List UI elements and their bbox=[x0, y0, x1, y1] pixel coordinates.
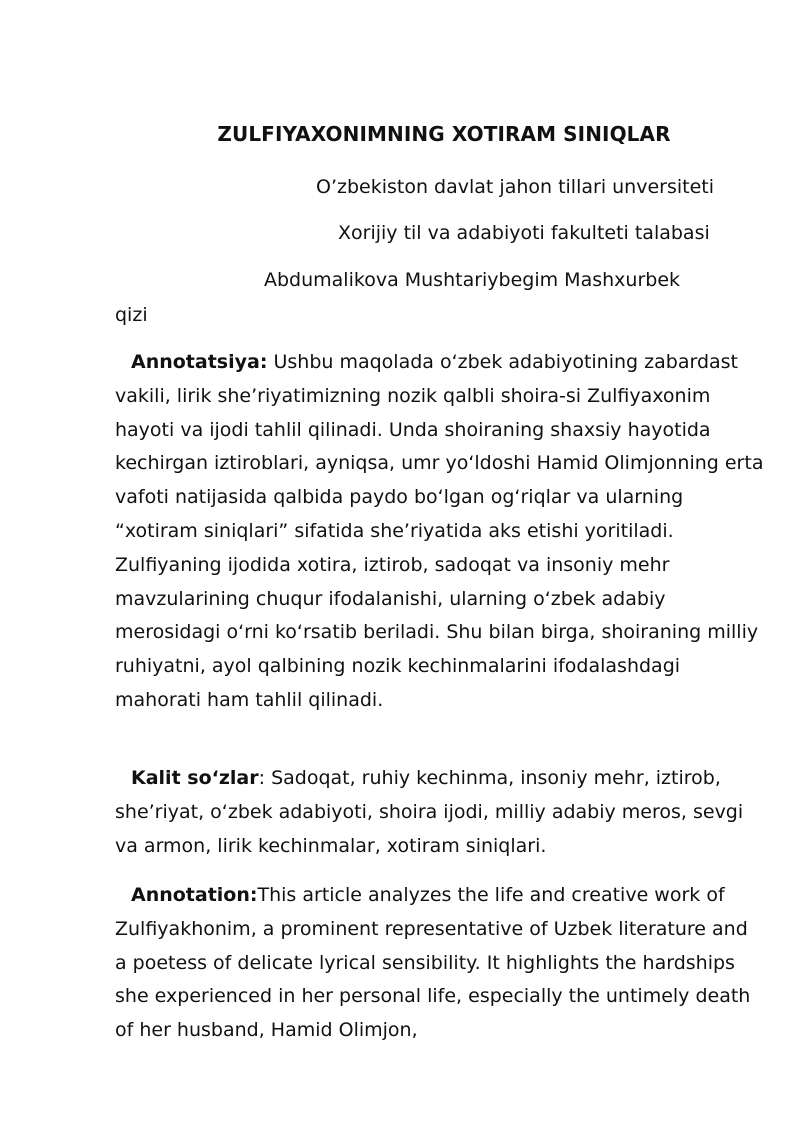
abstract-label: Annotatsiya: bbox=[131, 351, 268, 373]
author-faculty: Xorijiy til va adabiyoti fakulteti talabasi bbox=[338, 222, 710, 244]
keywords-label: Kalit so‘zlar bbox=[131, 767, 259, 789]
article-title: ZULFIYAXONIMNING XOTIRAM SINIQLAR bbox=[217, 122, 671, 146]
annotation-text: This article analyzes the life and creative work of Zulfiyakhonim, a prominent representative of Uzbek literature and a poetess of delicate lyrical sensibility. It highlights the hardships she experienced in her personal life, especially the untimely death of her husband, Hamid Olimjon, bbox=[115, 884, 751, 1042]
annotation-paragraph bbox=[115, 879, 765, 1048]
author-name: Abdumalikova Mushtariybegim Mashxurbek bbox=[264, 269, 681, 291]
keywords-paragraph bbox=[115, 762, 765, 863]
abstract-paragraph bbox=[115, 346, 765, 718]
keywords-text: : Sadoqat, ruhiy kechinma, insoniy mehr, iztirob, she’riyat, o‘zbek adabiyoti, shoira ijodi, milliy adabiy meros, sevgi va armon, lirik kechinmalar, xotiram siniqlari. bbox=[115, 767, 744, 857]
author-name-continuation: qizi bbox=[115, 304, 148, 326]
abstract-text: Ushbu maqolada o‘zbek adabiyotining zabardast vakili, lirik she’riyatimizning nozik qalbli shoira-si Zulfiyaxonim hayoti va ijodi tahlil qilinadi. Unda shoiraning shaxsiy hayotida kechirgan iztiroblari, ayniqsa, umr yo‘ldoshi Hamid Olimjonning erta vafoti natijasida qalbida paydo bo‘lgan og‘riqlar va ularning “xotiram siniqlari” sifatida she’riyatida aks etishi yoritiladi. Zulfiyaning ijodida xotira, iztirob, sadoqat va insoniy mehr mavzularining chuqur ifodalanishi, ularning o‘zbek adabiy merosidagi o‘rni ko‘rsatib beriladi. Shu bilan birga, shoiraning milliy ruhiyatni, ayol qalbining nozik kechinmalarini ifodalashdagi mahorati ham tahlil qilinadi. bbox=[115, 351, 764, 711]
author-university: O’zbekiston davlat jahon tillari unversiteti bbox=[316, 176, 715, 198]
annotation-label: Annotation: bbox=[131, 884, 258, 906]
